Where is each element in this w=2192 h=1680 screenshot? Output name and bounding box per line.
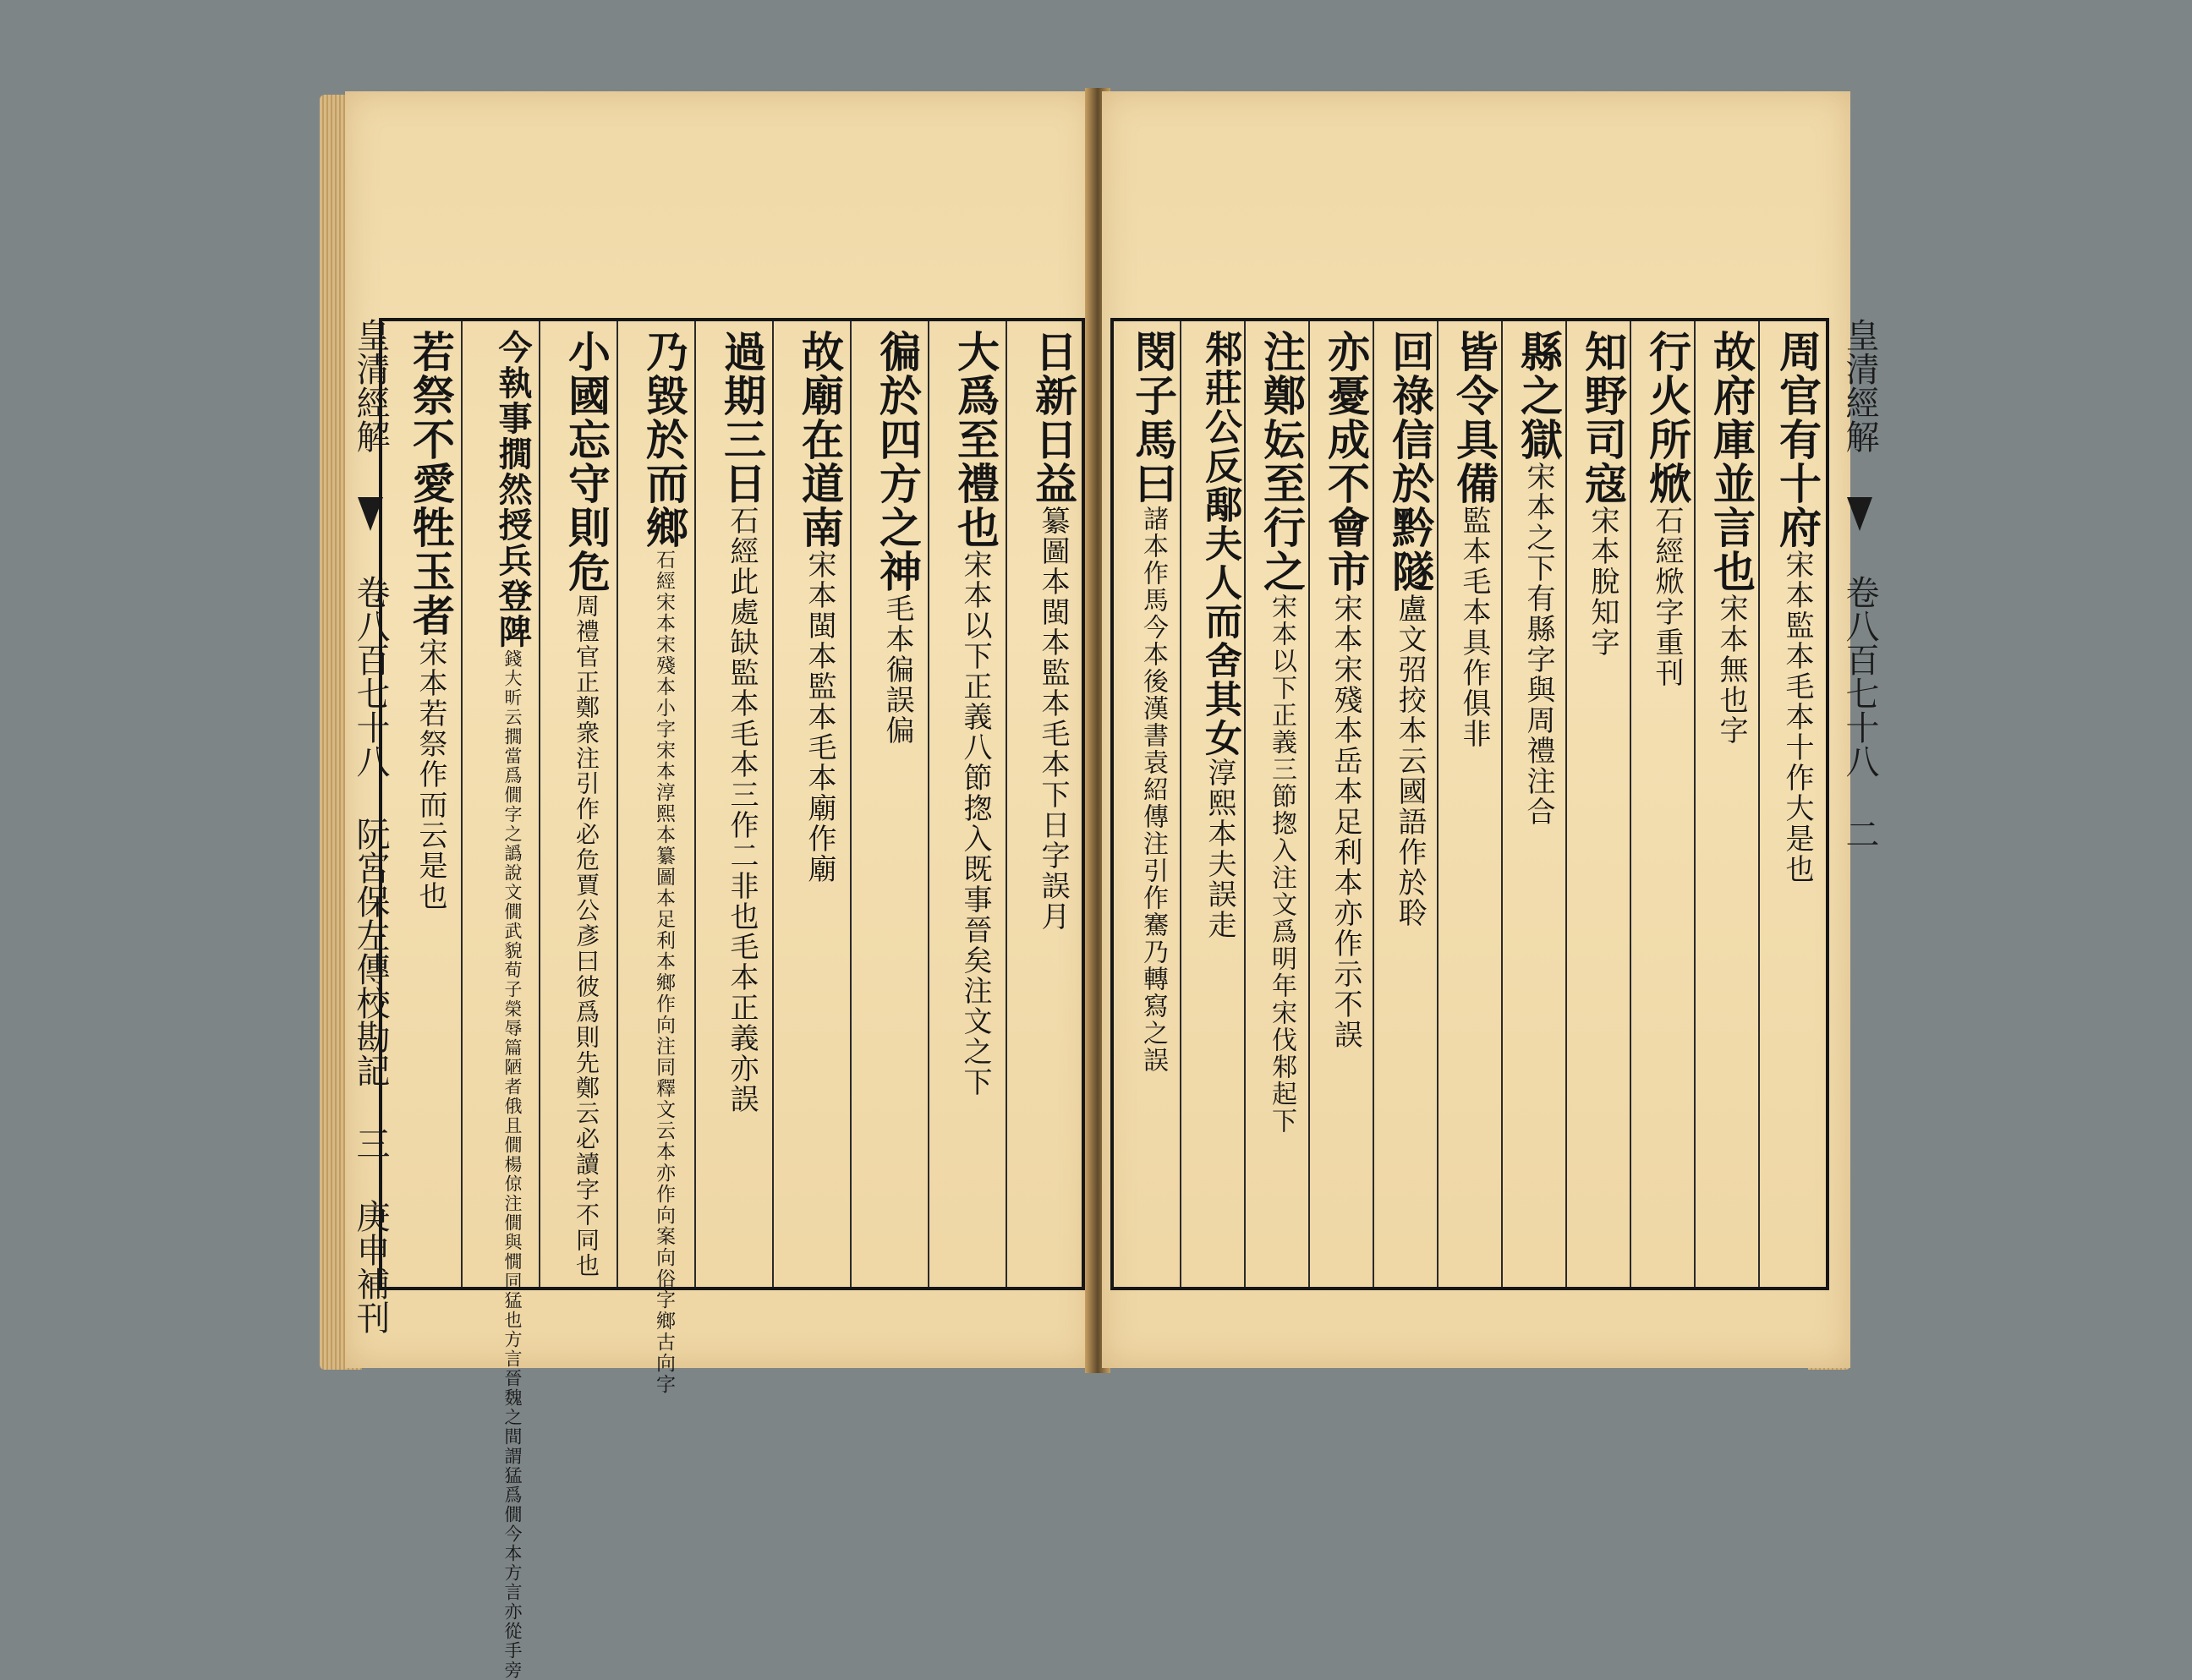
text-column: 知野司寇宋本脫知字 xyxy=(1578,330,1628,658)
text-column: 皆令具備監本毛本具作俱非 xyxy=(1449,330,1499,749)
text-column: 縣之獄宋本之下有縣字與周禮注合 xyxy=(1514,330,1564,827)
text-column: 若祭不愛牲玉者宋本若祭作而云是也 xyxy=(406,330,456,911)
column-rule xyxy=(1437,321,1438,1287)
text-column: 閔子馬曰諸本作馬今本後漢書袁紹傳注引作騫乃轉寫之誤 xyxy=(1128,330,1178,1074)
column-rule xyxy=(1006,321,1007,1287)
column-rule xyxy=(1373,321,1374,1287)
text-column: 故府庫並言也宋本無也字 xyxy=(1707,330,1756,746)
column-rule xyxy=(616,321,618,1287)
left-text-frame xyxy=(379,318,1085,1680)
text-column: 徧於四方之神毛本徧誤偏 xyxy=(873,330,923,746)
column-rule xyxy=(1308,321,1310,1287)
left-page xyxy=(345,91,1093,1680)
text-column: 行火所焮石經焮字重刊 xyxy=(1642,330,1692,688)
text-column: 今執事撊然授兵登陴錢大昕云撊當爲僩字之譌說文僩武貌荀子榮辱篇陋者俄且僩楊倞注僩與憪同猛也方言晉魏之間謂猛爲僩今本方言亦從手旁 xyxy=(493,330,533,1680)
margin-volume: 卷八百七十八 xyxy=(351,575,390,778)
text-column: 邾莊公反鄅夫人而舍其女淳熙本夫誤走 xyxy=(1198,330,1241,940)
column-rule xyxy=(1244,321,1246,1287)
margin-volume: 卷八百七十八 xyxy=(1840,575,1879,778)
text-column: 亦憂成不會市宋本宋殘本岳本足利本亦作示不誤 xyxy=(1321,330,1371,1050)
fish-tail-icon xyxy=(1847,497,1872,531)
column-rule xyxy=(461,321,463,1287)
margin-book-title: 皇清經解 xyxy=(351,318,390,453)
text-column: 過期三日石經此處缺監本毛本三作二非也毛本正義亦誤 xyxy=(717,330,767,1114)
column-rule xyxy=(772,321,774,1287)
margin-footer: 庚申補刊 xyxy=(351,1199,390,1334)
margin-page-number: 三 xyxy=(351,1126,390,1160)
right-page-margin xyxy=(1828,318,1878,1290)
column-rule xyxy=(928,321,929,1287)
margin-book-title: 皇清經解 xyxy=(1840,318,1879,453)
text-column: 小國忘守則危周禮官正鄭衆注引作必危賈公彥曰彼爲則先鄭云必讀字不同也 xyxy=(562,330,611,1278)
text-column: 日新日益纂圖本閩本監本毛本下日字誤月 xyxy=(1028,330,1078,932)
right-page xyxy=(1102,91,1879,1368)
text-column: 大爲至禮也宋本以下正義八節揔入既事晉矣注文之下 xyxy=(951,330,1000,1097)
column-rule xyxy=(1180,321,1181,1287)
text-column: 回祿信於黔隧盧文弨挍本云國語作於聆 xyxy=(1385,330,1435,928)
column-rule xyxy=(850,321,852,1287)
column-rule xyxy=(539,321,540,1287)
text-column: 注鄭妘至行之宋本以下正義三節揔入注文爲明年宋伐邾起下 xyxy=(1257,330,1307,1135)
column-rule xyxy=(694,321,696,1287)
right-text-frame xyxy=(1110,318,1829,1290)
text-column: 周官有十府宋本監本毛本十作大是也 xyxy=(1773,330,1822,884)
text-column: 乃毀於而鄉石經宋本宋殘本小字宋本淳熙本纂圖本足利本鄉作向注同釋文云本亦作向案向俗字鄉古向字 xyxy=(639,330,689,1395)
column-rule xyxy=(1501,321,1503,1287)
column-rule xyxy=(1694,321,1696,1287)
margin-page-number: 二 xyxy=(1840,817,1879,851)
column-rule xyxy=(1630,321,1631,1287)
text-column: 故廟在道南宋本閩本監本毛本廟作廟 xyxy=(795,330,845,884)
margin-section-title: 阮宮保左傳校勘記 xyxy=(351,817,390,1087)
column-rule xyxy=(1758,321,1760,1287)
open-book xyxy=(320,85,1879,1680)
column-rule xyxy=(1565,321,1567,1287)
